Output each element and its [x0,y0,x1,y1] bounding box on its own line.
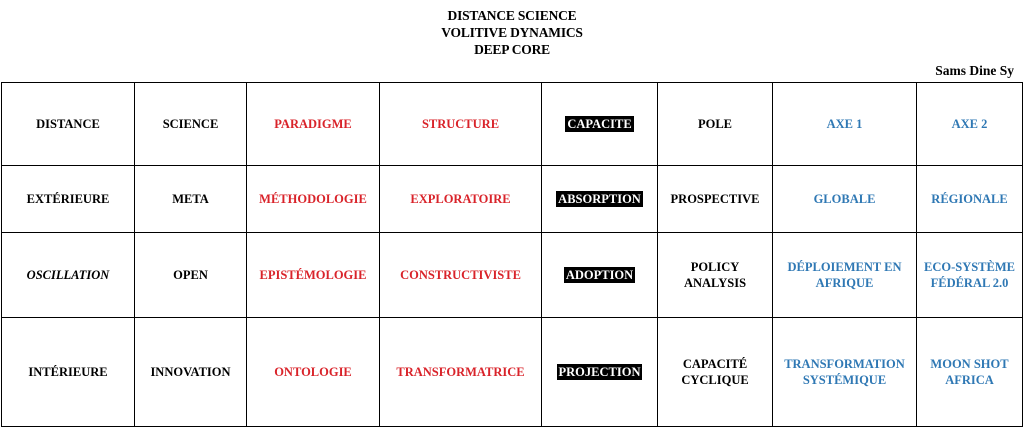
cell-science-header [135,83,247,166]
cell-science [135,233,247,318]
cell-text: EXPLORATOIRE [410,192,511,206]
table-row [2,318,1023,427]
cell-paradigme [247,233,380,318]
table-row [2,166,1023,233]
cell-distance [2,166,135,233]
cell-structure [380,233,542,318]
cell-pole [658,233,773,318]
cell-structure-header [380,83,542,166]
cell-text: GLOBALE [813,192,876,206]
cell-text: ECO-SYSTÈME FÉDÉRAL 2.0 [924,260,1015,290]
cell-text: DISTANCE [36,117,100,131]
cell-text: PROSPECTIVE [670,192,760,206]
title-line-1: DISTANCE SCIENCE [447,8,577,23]
cell-capacite [542,318,658,427]
highlighted-text: ABSORPTION [558,192,641,206]
cell-axe2 [917,318,1023,427]
cell-text: RÉGIONALE [931,192,1008,206]
cell-text: TRANSFORMATRICE [396,365,525,379]
table-row [2,233,1023,318]
cell-text: TRANSFORMATION SYSTÉMIQUE [784,357,905,387]
cell-paradigme [247,166,380,233]
cell-axe1-header [773,83,917,166]
cell-text: MOON SHOT AFRICA [930,357,1009,387]
cell-capacite [542,166,658,233]
cell-axe2-header [917,83,1023,166]
cell-paradigme-header [247,83,380,166]
cell-text: ONTOLOGIE [274,365,352,379]
cell-text: CONSTRUCTIVISTE [400,268,521,282]
table-row [2,83,1023,166]
title-line-2: VOLITIVE DYNAMICS [441,25,583,40]
cell-text: INNOVATION [150,365,231,379]
cell-axe2 [917,233,1023,318]
cell-text: OPEN [173,268,208,282]
cell-science [135,318,247,427]
highlighted-text: PROJECTION [558,365,641,379]
cell-text: EXTÉRIEURE [26,192,110,206]
cell-text: MÉTHODOLOGIE [259,192,367,206]
cell-text: META [172,192,209,206]
cell-structure [380,318,542,427]
cell-text: AXE 1 [826,117,863,131]
cell-text: SCIENCE [162,117,219,131]
cell-pole [658,166,773,233]
cell-distance [2,318,135,427]
concept-table [1,82,1023,427]
cell-axe1 [773,318,917,427]
document-title [0,7,1024,58]
cell-capacite-header [542,83,658,166]
cell-text: PARADIGME [274,117,352,131]
cell-text: CAPACITÉ CYCLIQUE [681,357,749,387]
cell-text: EPISTÉMOLOGIE [259,268,367,282]
cell-axe1 [773,166,917,233]
highlighted-text: CAPACITE [567,117,632,131]
title-line-3: DEEP CORE [474,42,550,57]
cell-text: DÉPLOIEMENT EN AFRIQUE [787,260,902,290]
cell-pole-header [658,83,773,166]
cell-text: INTÉRIEURE [28,365,108,379]
author-name: Sams Dine Sy [935,63,1014,78]
cell-structure [380,166,542,233]
cell-distance [2,233,135,318]
cell-text: POLE [697,117,733,131]
cell-axe2 [917,166,1023,233]
cell-capacite [542,233,658,318]
cell-paradigme [247,318,380,427]
cell-distance-header [2,83,135,166]
cell-axe1 [773,233,917,318]
cell-science [135,166,247,233]
cell-text: POLICY ANALYSIS [683,260,747,290]
cell-text: STRUCTURE [421,117,500,131]
cell-text: OSCILLATION [26,268,110,282]
cell-pole [658,318,773,427]
highlighted-text: ADOPTION [565,268,634,282]
cell-text: AXE 2 [951,117,988,131]
